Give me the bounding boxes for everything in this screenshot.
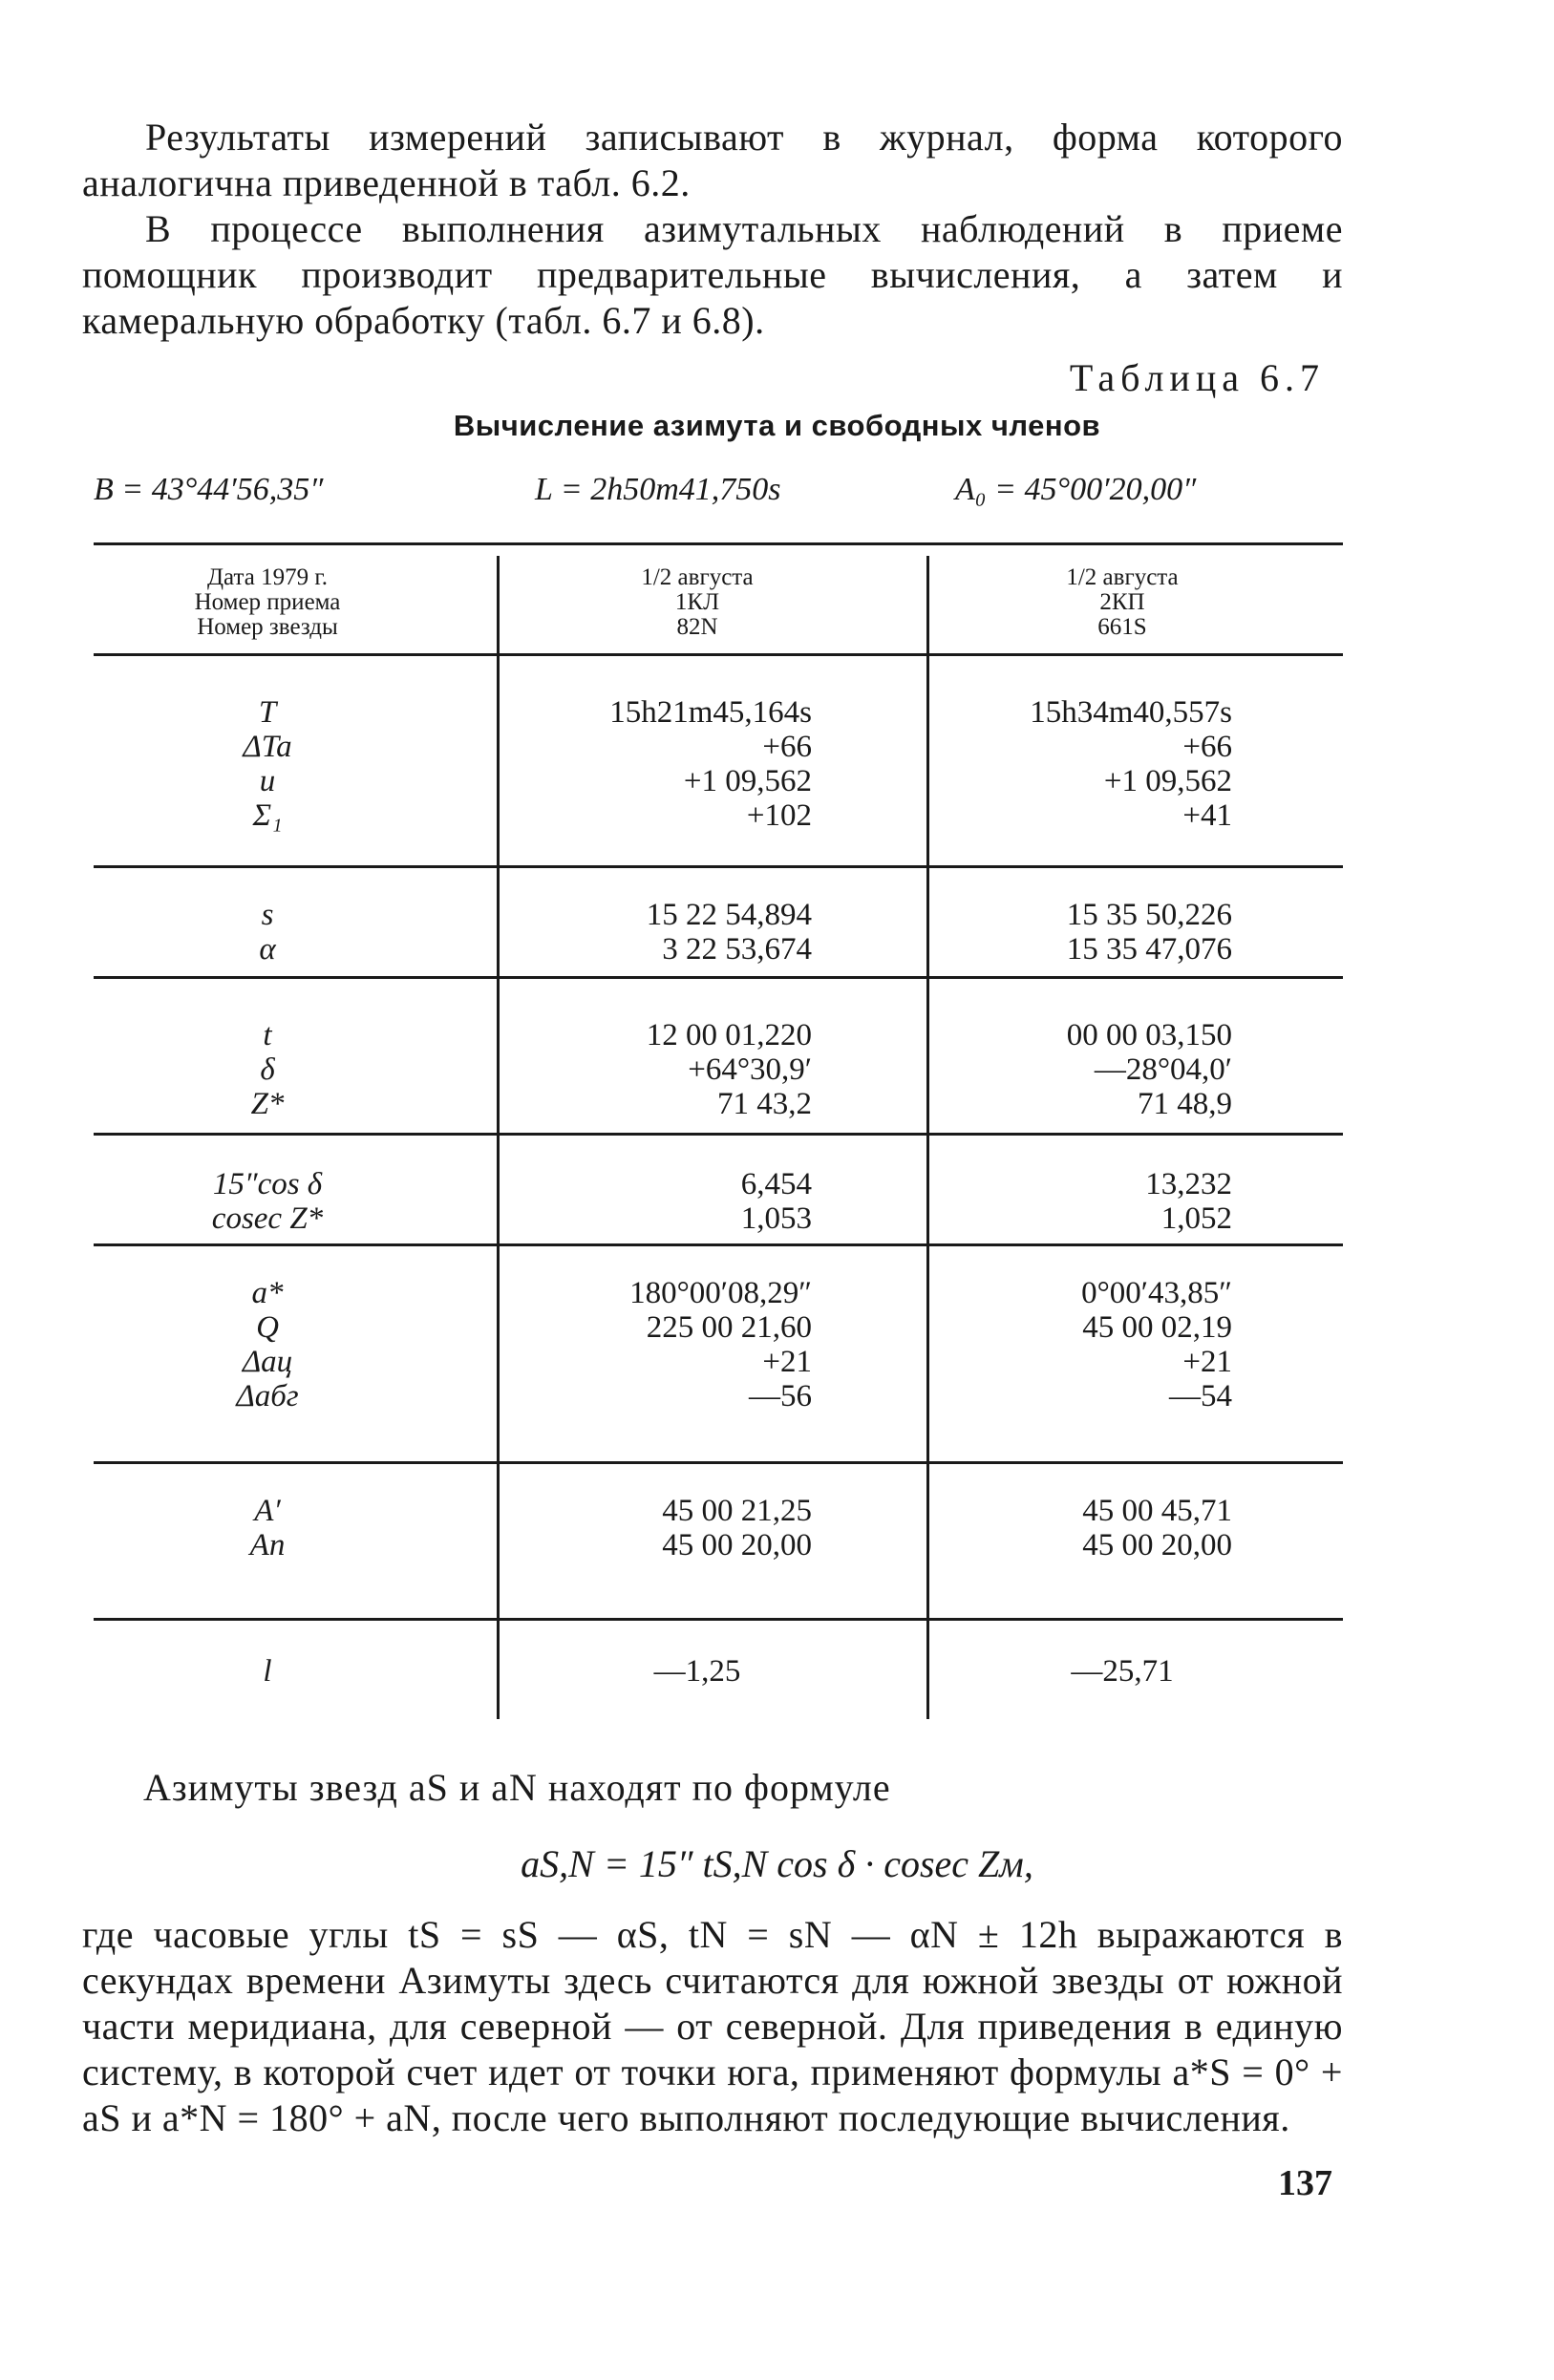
group-2-col1: 15 22 54,894 3 22 53,674 xyxy=(646,898,812,967)
intro-paragraph-1: Результаты измерений записывают в журнал, форма которого аналогична приведенной в табл. 6.2. xyxy=(82,116,1343,204)
group-5-labels: a* Q Δaц Δaбг xyxy=(236,1276,299,1413)
table-rule xyxy=(94,976,1343,979)
group-5-col1: 180°00′08,29″ 225 00 21,60 +21 —56 xyxy=(629,1276,812,1413)
table-title: Вычисление азимута и свободных членов xyxy=(453,409,1101,442)
table-rule-top xyxy=(94,542,1343,545)
group-4-col1: 6,454 1,053 xyxy=(740,1167,812,1236)
group-3-labels: t δ Z* xyxy=(250,1018,285,1121)
group-2-col2: 15 35 50,226 15 35 47,076 xyxy=(1066,898,1232,967)
group-5-col2: 0°00′43,85″ 45 00 02,19 +21 —54 xyxy=(1081,1276,1232,1413)
group-1-labels: T ΔTa u Σ₁ xyxy=(243,695,292,833)
group-2-labels: s α xyxy=(259,898,276,967)
group-7-col2: —25,71 xyxy=(1071,1654,1174,1689)
page-number: 137 xyxy=(1278,2163,1332,2203)
table-rule xyxy=(94,1618,1343,1621)
group-6-col1: 45 00 21,25 45 00 20,00 xyxy=(662,1494,812,1562)
intro-paragraph-2: В процессе выполнения азимутальных наблюдений в приеме помощник производит предварительные вычисления, а затем и камеральную обработку (табл. 6.7 и 6.8). xyxy=(82,207,1343,342)
group-4-col2: 13,232 1,052 xyxy=(1145,1167,1232,1236)
const-longitude: L = 2h50m41,750s xyxy=(535,472,781,507)
header-col2: 1/2 августа 2КП 661S xyxy=(1066,564,1179,640)
table-rule xyxy=(94,653,1343,656)
group-3-col1: 12 00 01,220 +64°30,9′ 71 43,2 xyxy=(646,1018,812,1121)
group-1-col1: 15h21m45,164s +66 +1 09,562 +102 xyxy=(609,695,812,833)
const-azimuth: A₀ = 45°00′20,00″ xyxy=(955,472,1197,507)
table-rule xyxy=(94,1133,1343,1136)
header-col1: 1/2 августа 1КЛ 82N xyxy=(641,564,754,640)
table-rule xyxy=(94,1461,1343,1464)
group-6-labels: A′ Aп xyxy=(249,1494,286,1562)
explanation-paragraph: где часовые углы tS = sS — αS, tN = sN — αN ± 12h выражаются в секундах времени Азимуты здесь считаются для южной звезды от южной части меридиана, для северной — от северной. Для приведения в единую систему, в которой счет идет от точки юга, применяют формулы a*S = 0° + aS и a*N = 180° + aN, после чего выполняют последующие вычисления. xyxy=(82,1913,1343,2139)
group-4-labels: 15″cos δ cosec Z* xyxy=(211,1167,324,1236)
formula-lead: Азимуты звезд aS и aN находят по формуле xyxy=(143,1766,891,1809)
table-label: Таблица 6.7 xyxy=(1069,356,1325,399)
header-labels: Дата 1979 г. Номер приема Номер звезды xyxy=(194,564,341,640)
group-7-col1: —1,25 xyxy=(653,1654,741,1689)
azimuth-formula: aS,N = 15″ tS,N cos δ · cosec Zм, xyxy=(521,1842,1033,1885)
const-latitude: B = 43°44′56,35″ xyxy=(94,472,324,507)
group-3-col2: 00 00 03,150 —28°04,0′ 71 48,9 xyxy=(1066,1018,1232,1121)
group-6-col2: 45 00 45,71 45 00 20,00 xyxy=(1082,1494,1232,1562)
table-rule xyxy=(94,1243,1343,1246)
group-7-labels: l xyxy=(263,1654,272,1689)
group-1-col2: 15h34m40,557s +66 +1 09,562 +41 xyxy=(1030,695,1232,833)
table-rule xyxy=(94,865,1343,868)
